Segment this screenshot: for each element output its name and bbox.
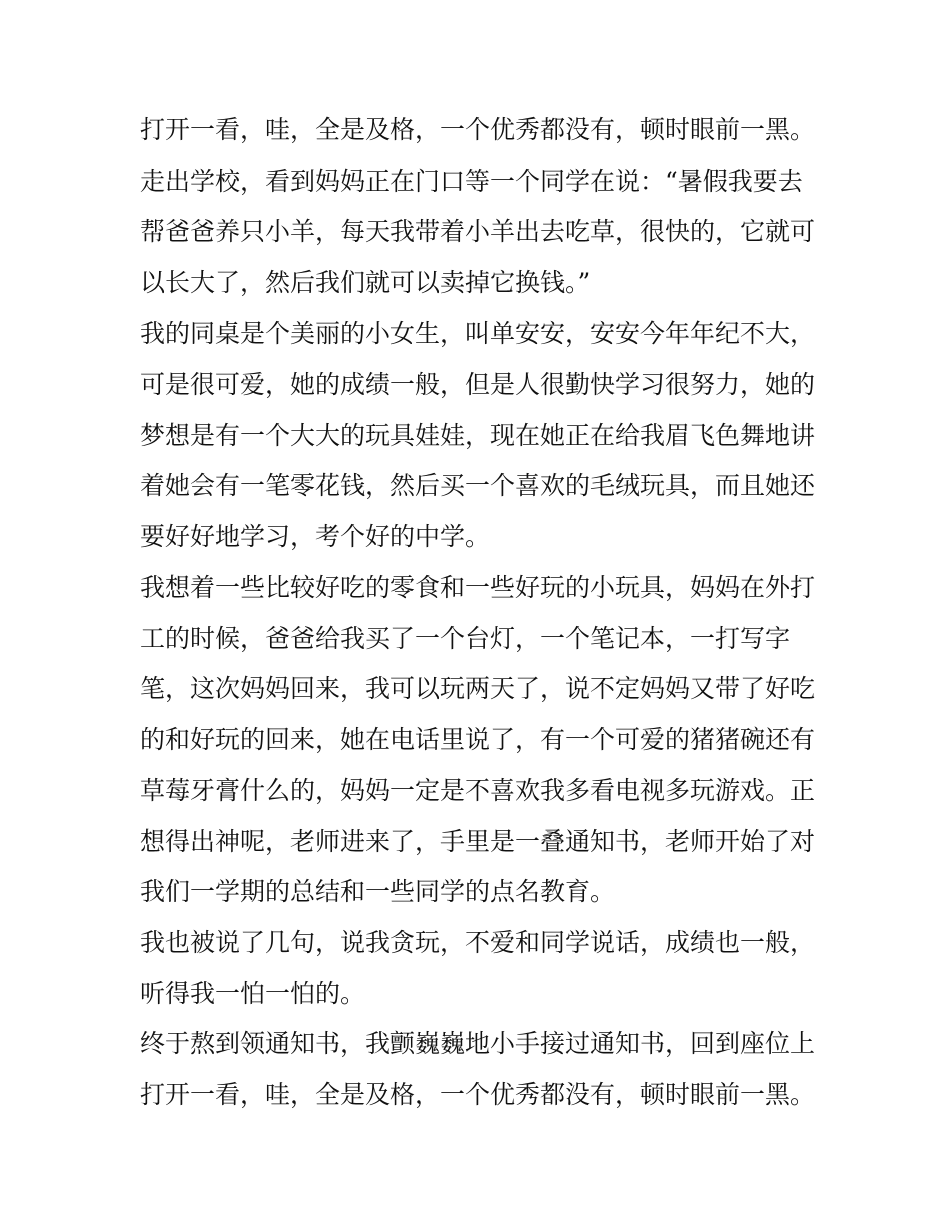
text-line: 我的同桌是个美丽的小女生，叫单安安，安安今年年纪不大，	[140, 319, 816, 348]
text-line: 的和好玩的回来，她在电话里说了，有一个可爱的猪猪碗还有	[140, 725, 816, 754]
text-line: 要好好地学习，考个好的中学。	[140, 522, 491, 551]
text-line: 笔，这次妈妈回来，我可以玩两天了，说不定妈妈又带了好吃	[140, 674, 816, 703]
text-line: 听得我一怕一怕的。	[140, 979, 366, 1008]
text-line: 打开一看，哇，全是及格，一个优秀都没有，顿时眼前一黑。	[140, 1080, 816, 1109]
text-line: 终于熬到领通知书，我颤巍巍地小手接过通知书，回到座位上	[140, 1029, 816, 1058]
text-line: 我们一学期的总结和一些同学的点名教育。	[140, 877, 616, 906]
text-line: 打开一看，哇，全是及格，一个优秀都没有，顿时眼前一黑。	[140, 115, 816, 144]
text-line: 以长大了，然后我们就可以卖掉它换钱。”	[140, 268, 591, 297]
text-line: 草莓牙膏什么的，妈妈一定是不喜欢我多看电视多玩游戏。正	[140, 776, 816, 805]
text-line: 我想着一些比较好吃的零食和一些好玩的小玩具，妈妈在外打	[140, 573, 816, 602]
text-line: 走出学校，看到妈妈正在门口等一个同学在说：“暑假我要去	[140, 167, 803, 196]
text-line: 我也被说了几句，说我贪玩，不爱和同学说话，成绩也一般，	[140, 928, 816, 957]
text-line: 工的时候，爸爸给我买了一个台灯，一个笔记本，一打写字	[140, 624, 791, 653]
text-line: 着她会有一笔零花钱，然后买一个喜欢的毛绒玩具，而且她还	[140, 471, 816, 500]
text-line: 梦想是有一个大大的玩具娃娃，现在她正在给我眉飞色舞地讲	[140, 421, 816, 450]
text-line: 帮爸爸养只小羊，每天我带着小羊出去吃草，很快的，它就可	[140, 217, 816, 246]
text-line: 可是很可爱，她的成绩一般，但是人很勤快学习很努力，她的	[140, 370, 816, 399]
text-line: 想得出神呢，老师进来了，手里是一叠通知书，老师开始了对	[140, 827, 816, 856]
